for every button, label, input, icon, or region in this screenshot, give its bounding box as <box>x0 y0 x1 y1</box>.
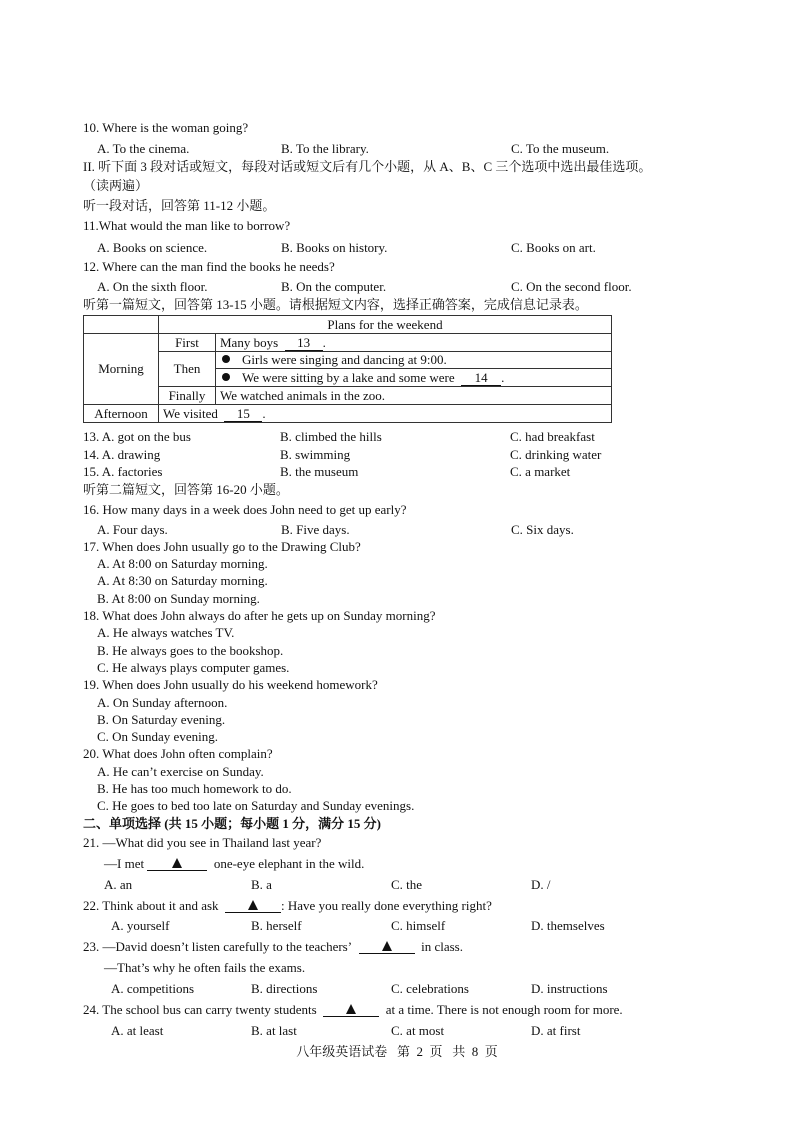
q12-option-a: A. On the sixth floor. <box>97 279 208 294</box>
q21-line2-b: one-eye elephant in the wild. <box>213 856 365 871</box>
q10-option-a: A. To the cinema. <box>97 141 190 156</box>
table-corner-cell <box>84 316 159 334</box>
triangle-icon <box>382 941 392 951</box>
q23-option-d: D. instructions <box>531 981 608 996</box>
q10-stem: 10. Where is the woman going? <box>83 120 249 135</box>
q19-stem: 19. When does John usually do his weekend homework? <box>83 677 378 692</box>
page-footer: 八年级英语试卷 第 2 页 共 8 页 <box>296 1044 498 1059</box>
q15-option-b: B. the museum <box>280 464 359 479</box>
q22-stem <box>83 898 492 914</box>
q24-stem-b: at a time. There is not enough room for more. <box>385 1002 623 1017</box>
q10-option-c: C. To the museum. <box>511 141 610 156</box>
afternoon-text: We visited <box>163 405 218 421</box>
q20-option-c: C. He goes to bed too late on Saturday and Sunday evenings. <box>97 798 415 813</box>
q17-stem: 17. When does John usually go to the Drawing Club? <box>83 539 361 554</box>
q11-option-a: A. Books on science. <box>97 240 208 255</box>
q14-option-c: C. drinking water <box>510 447 602 462</box>
q18-option-c: C. He always plays computer games. <box>97 660 290 675</box>
q17-option-1: A. At 8:00 on Saturday morning. <box>97 556 268 571</box>
q22-stem-a: 22. Think about it and ask <box>83 898 219 913</box>
first-cell: Many boys 13 . <box>216 334 612 352</box>
blank-15: 15 <box>224 407 262 422</box>
q12-option-b: B. On the computer. <box>281 279 387 294</box>
answer-blank <box>225 898 281 913</box>
q19-option-a: A. On Sunday afternoon. <box>97 695 228 710</box>
bullet-icon <box>222 355 230 363</box>
q19-option-b: B. On Saturday evening. <box>97 712 226 727</box>
q14-option-a: 14. A. drawing <box>83 447 161 462</box>
q16-option-a: A. Four days. <box>97 522 168 537</box>
finally-label: Finally <box>159 387 216 405</box>
q23-stem <box>83 939 463 955</box>
triangle-icon <box>346 1004 356 1014</box>
first-label: First <box>159 334 216 352</box>
q22-stem-b: : Have you really done everything right? <box>281 898 492 913</box>
section2-heading: II. 听下面 3 段对话或短文，每段对话或短文后有几个小题，从 A、B、C 三个选项中选出最佳选项。 <box>83 159 652 174</box>
q24-option-c: C. at most <box>391 1023 445 1038</box>
q24-option-d: D. at first <box>531 1023 581 1038</box>
then-cell-1 <box>216 352 612 369</box>
q21-option-d: D. / <box>531 877 551 892</box>
q23-stem-a: 23. —David doesn’t listen carefully to the teachers’ <box>83 939 353 954</box>
q17-option-3: B. At 8:00 on Sunday morning. <box>97 591 260 606</box>
bullet-icon <box>222 373 230 381</box>
q21-line2-a: —I met <box>104 856 145 871</box>
triangle-icon <box>172 858 182 868</box>
table-title: Plans for the weekend <box>159 316 612 334</box>
passage1-intro: 听第一篇短文，回答第 13-15 小题。请根据短文内容，选择正确答案，完成信息记录表。 <box>83 297 588 312</box>
q18-stem: 18. What does John always do after he gets up on Sunday morning? <box>83 608 436 623</box>
q21-line2 <box>104 856 364 872</box>
q20-option-b: B. He has too much homework to do. <box>97 781 292 796</box>
q16-stem: 16. How many days in a week does John need to get up early? <box>83 502 407 517</box>
q22-option-b: B. herself <box>251 918 302 933</box>
q13-option-b: B. climbed the hills <box>280 429 382 444</box>
q22-option-d: D. themselves <box>531 918 605 933</box>
q11-stem: 11.What would the man like to borrow? <box>83 218 291 233</box>
q13-option-c: C. had breakfast <box>510 429 595 444</box>
q21-stem: 21. —What did you see in Thailand last year? <box>83 835 322 850</box>
then-label: Then <box>159 352 216 387</box>
q15-option-c: C. a market <box>510 464 571 479</box>
q24-stem-a: 24. The school bus can carry twenty students <box>83 1002 317 1017</box>
q14-option-b: B. swimming <box>280 447 351 462</box>
q12-stem: 12. Where can the man find the books he needs? <box>83 259 335 274</box>
q17-option-2: A. At 8:30 on Saturday morning. <box>97 573 268 588</box>
q18-option-b: B. He always goes to the bookshop. <box>97 643 284 658</box>
q22-option-a: A. yourself <box>111 918 170 933</box>
q10-option-b: B. To the library. <box>281 141 369 156</box>
q20-stem: 20. What does John often complain? <box>83 746 273 761</box>
q24-stem <box>83 1002 623 1018</box>
q23-line2: —That’s why he often fails the exams. <box>104 960 306 975</box>
q24-option-a: A. at least <box>111 1023 164 1038</box>
q11-option-b: B. Books on history. <box>281 240 388 255</box>
q23-stem-b: in class. <box>421 939 463 954</box>
weekend-plan-table <box>83 315 612 423</box>
q24-option-b: B. at last <box>251 1023 297 1038</box>
q12-option-c: C. On the second floor. <box>511 279 632 294</box>
q16-option-c: C. Six days. <box>511 522 574 537</box>
triangle-icon <box>248 900 258 910</box>
q23-option-a: A. competitions <box>111 981 195 996</box>
passage2-intro: 听第二篇短文，回答第 16-20 小题。 <box>83 482 289 497</box>
q19-option-c: C. On Sunday evening. <box>97 729 218 744</box>
q18-option-a: A. He always watches TV. <box>97 625 235 640</box>
q11-option-c: C. Books on art. <box>511 240 596 255</box>
blank-14: 14 <box>461 371 501 386</box>
q13-option-a: 13. A. got on the bus <box>83 429 191 444</box>
first-text: Many boys <box>220 334 279 350</box>
answer-blank <box>359 939 415 954</box>
dialog1-intro: 听一段对话，回答第 11-12 小题。 <box>83 198 276 213</box>
q16-option-b: B. Five days. <box>281 522 350 537</box>
afternoon-label: Afternoon <box>84 405 159 423</box>
then-text-2: We were sitting by a lake and some were <box>242 369 455 385</box>
answer-blank <box>323 1002 379 1017</box>
then-cell-2: We were sitting by a lake and some were 14 . <box>216 369 612 387</box>
q15-option-a: 15. A. factories <box>83 464 163 479</box>
afternoon-cell: We visited 15 . <box>159 405 612 423</box>
q23-option-c: C. celebrations <box>391 981 469 996</box>
part2-heading: 二、单项选择 (共 15 小题；每小题 1 分，满分 15 分) <box>83 816 381 831</box>
q21-option-a: A. an <box>104 877 133 892</box>
finally-text: We watched animals in the zoo. <box>216 387 612 405</box>
q21-option-c: C. the <box>391 877 423 892</box>
then-text-1: Girls were singing and dancing at 9:00. <box>242 352 447 367</box>
morning-label: Morning <box>84 334 159 405</box>
q22-option-c: C. himself <box>391 918 446 933</box>
blank-13: 13 <box>285 336 323 351</box>
q20-option-a: A. He can’t exercise on Sunday. <box>97 764 264 779</box>
section2-note: （读两遍） <box>83 178 149 193</box>
q23-option-b: B. directions <box>251 981 318 996</box>
answer-blank <box>147 856 207 871</box>
q21-option-b: B. a <box>251 877 272 892</box>
